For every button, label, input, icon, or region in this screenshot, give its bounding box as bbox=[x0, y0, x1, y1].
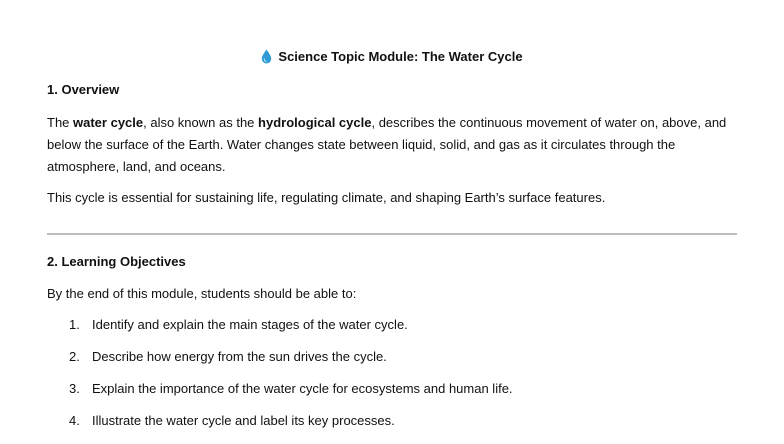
overview-text-1: The bbox=[47, 115, 74, 130]
list-item bbox=[47, 316, 737, 348]
objectives-intro: By the end of this module, students should be able to: bbox=[47, 286, 357, 301]
section-divider bbox=[47, 233, 737, 235]
list-item-text: Illustrate the water cycle and label its key processes. bbox=[92, 413, 395, 428]
page-title bbox=[0, 48, 784, 66]
page-title-text: Science Topic Module: The Water Cycle bbox=[278, 49, 523, 64]
list-item-number: 3. bbox=[69, 381, 80, 396]
objectives-heading: 2. Learning Objectives bbox=[47, 254, 186, 269]
overview-text-3: , describes the continuous movement of water on, above, and below the surface of the Earth. Water changes state between liquid, solid, and gas as it circulates through the atmosphere, land, and oceans. bbox=[47, 115, 727, 174]
list-item-text: Identify and explain the main stages of the water cycle. bbox=[92, 317, 408, 332]
list-item bbox=[47, 380, 737, 412]
list-item-text: Describe how energy from the sun drives the cycle. bbox=[92, 349, 387, 364]
list-item bbox=[47, 348, 737, 380]
list-item bbox=[47, 412, 737, 444]
overview-paragraph-2: This cycle is essential for sustaining life, regulating climate, and shaping Earth’s surface features. bbox=[47, 190, 606, 205]
overview-heading: 1. Overview bbox=[47, 82, 120, 97]
term-water-cycle: water cycle bbox=[73, 115, 144, 130]
list-item-text: Explain the importance of the water cycle for ecosystems and human life. bbox=[92, 381, 513, 396]
list-item-number: 1. bbox=[69, 317, 80, 332]
objectives-list bbox=[47, 316, 737, 444]
term-hydrological-cycle: hydrological cycle bbox=[258, 115, 372, 130]
overview-text-2: , also known as the bbox=[143, 115, 259, 130]
list-item-number: 2. bbox=[69, 349, 80, 364]
list-item-number: 4. bbox=[69, 413, 80, 428]
water-drop-icon bbox=[261, 49, 272, 64]
overview-paragraph-1 bbox=[47, 112, 737, 178]
